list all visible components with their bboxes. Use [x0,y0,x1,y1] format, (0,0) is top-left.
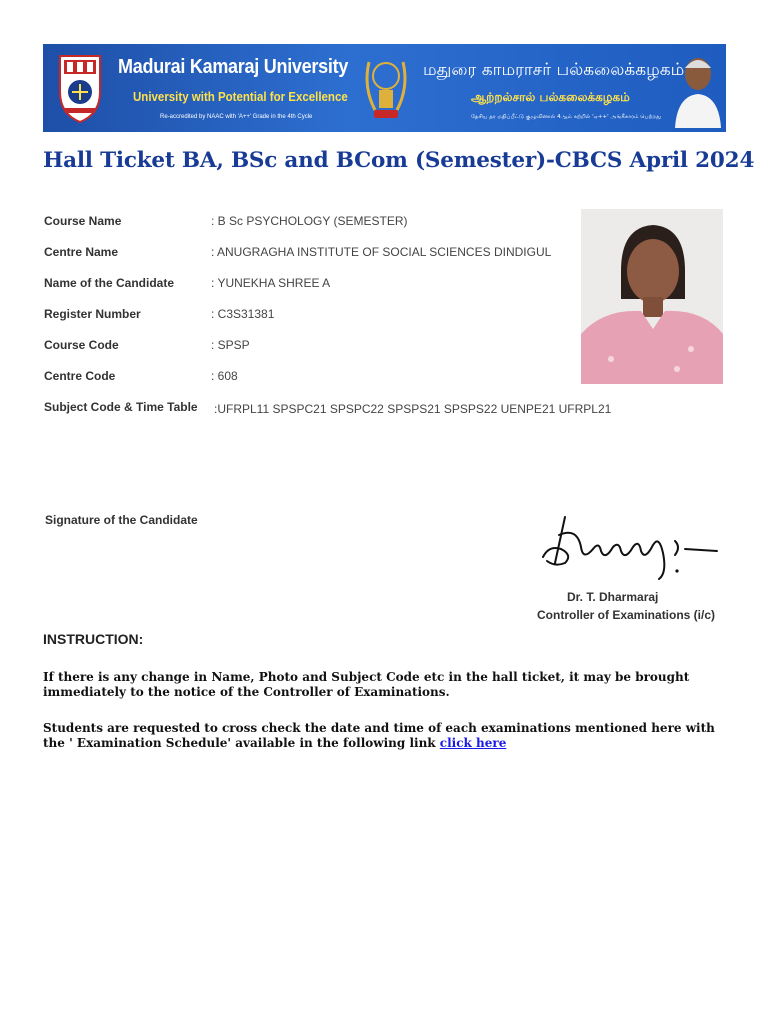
instruction-heading: INSTRUCTION: [43,631,144,647]
golden-jubilee-emblem-icon [361,52,411,126]
register-number-value: : C3S31381 [211,307,275,321]
candidate-name-value: : YUNEKHA SHREE A [211,276,331,290]
university-name-english: Madurai Kamaraj University [118,56,349,78]
subject-code-value: :UFRPL11 SPSPC21 SPSPC22 SPSPS21 SPSPS22 UENPE21 UFRPL21 [214,402,612,416]
university-crest-icon [55,52,105,124]
instruction-paragraph-2 [43,721,733,751]
subject-code-label: Subject Code & Time Table [44,400,198,414]
register-number-label: Register Number [44,307,141,321]
course-name-value: : B Sc PSYCHOLOGY (SEMESTER) [211,214,408,228]
instruction-paragraph-2-text: Students are requested to cross check the date and time of each examinations mentioned here with the ' Examination Schedule' available in the following link [43,721,715,750]
university-tagline-english: University with Potential for Excellence [133,90,348,104]
candidate-photo [581,209,723,384]
centre-code-label: Centre Code [44,369,116,383]
accreditation-english: Re-accredited by NAAC with 'A++' Grade in the 4th Cycle [160,114,313,120]
course-name-label: Course Name [44,214,122,228]
centre-name-value: : ANUGRAGHA INSTITUTE OF SOCIAL SCIENCES DINDIGUL [211,245,552,259]
schedule-link[interactable]: click here [439,736,507,750]
candidate-photo-icon [581,209,723,384]
instruction-paragraph-1: If there is any change in Name, Photo and Subject Code etc in the hall ticket, it may be brought immediately to the notice of the Controller of Examinations. [43,670,690,699]
controller-name: Dr. T. Dharmaraj [567,590,659,604]
accreditation-tamil: தேசிய தர மதிப்பீட்டு குழுவினால் 4ஆம் சுற்றில் 'ஏ++' அங்கீகாரம் பெற்றது [471,114,661,120]
university-name-tamil: மதுரை காமராசர் பல்கலைக்கழகம் [423,60,685,80]
candidate-name-label: Name of the Candidate [44,276,175,290]
university-banner [43,44,726,132]
course-code-value: : SPSP [211,338,250,352]
centre-name-label: Centre Name [44,245,119,259]
controller-signature-icon [535,505,725,585]
university-tagline-tamil: ஆற்றல்சால் பல்கலைக்கழகம் [471,90,630,104]
page-title: Hall Ticket BA, BSc and BCom (Semester)-CBCS April 2024 [43,148,755,173]
centre-code-value: : 608 [211,369,238,383]
course-code-label: Course Code [44,338,119,352]
candidate-signature-label: Signature of the Candidate [45,513,198,527]
controller-title: Controller of Examinations (i/c) [537,608,716,622]
founder-portrait-icon [673,48,723,128]
